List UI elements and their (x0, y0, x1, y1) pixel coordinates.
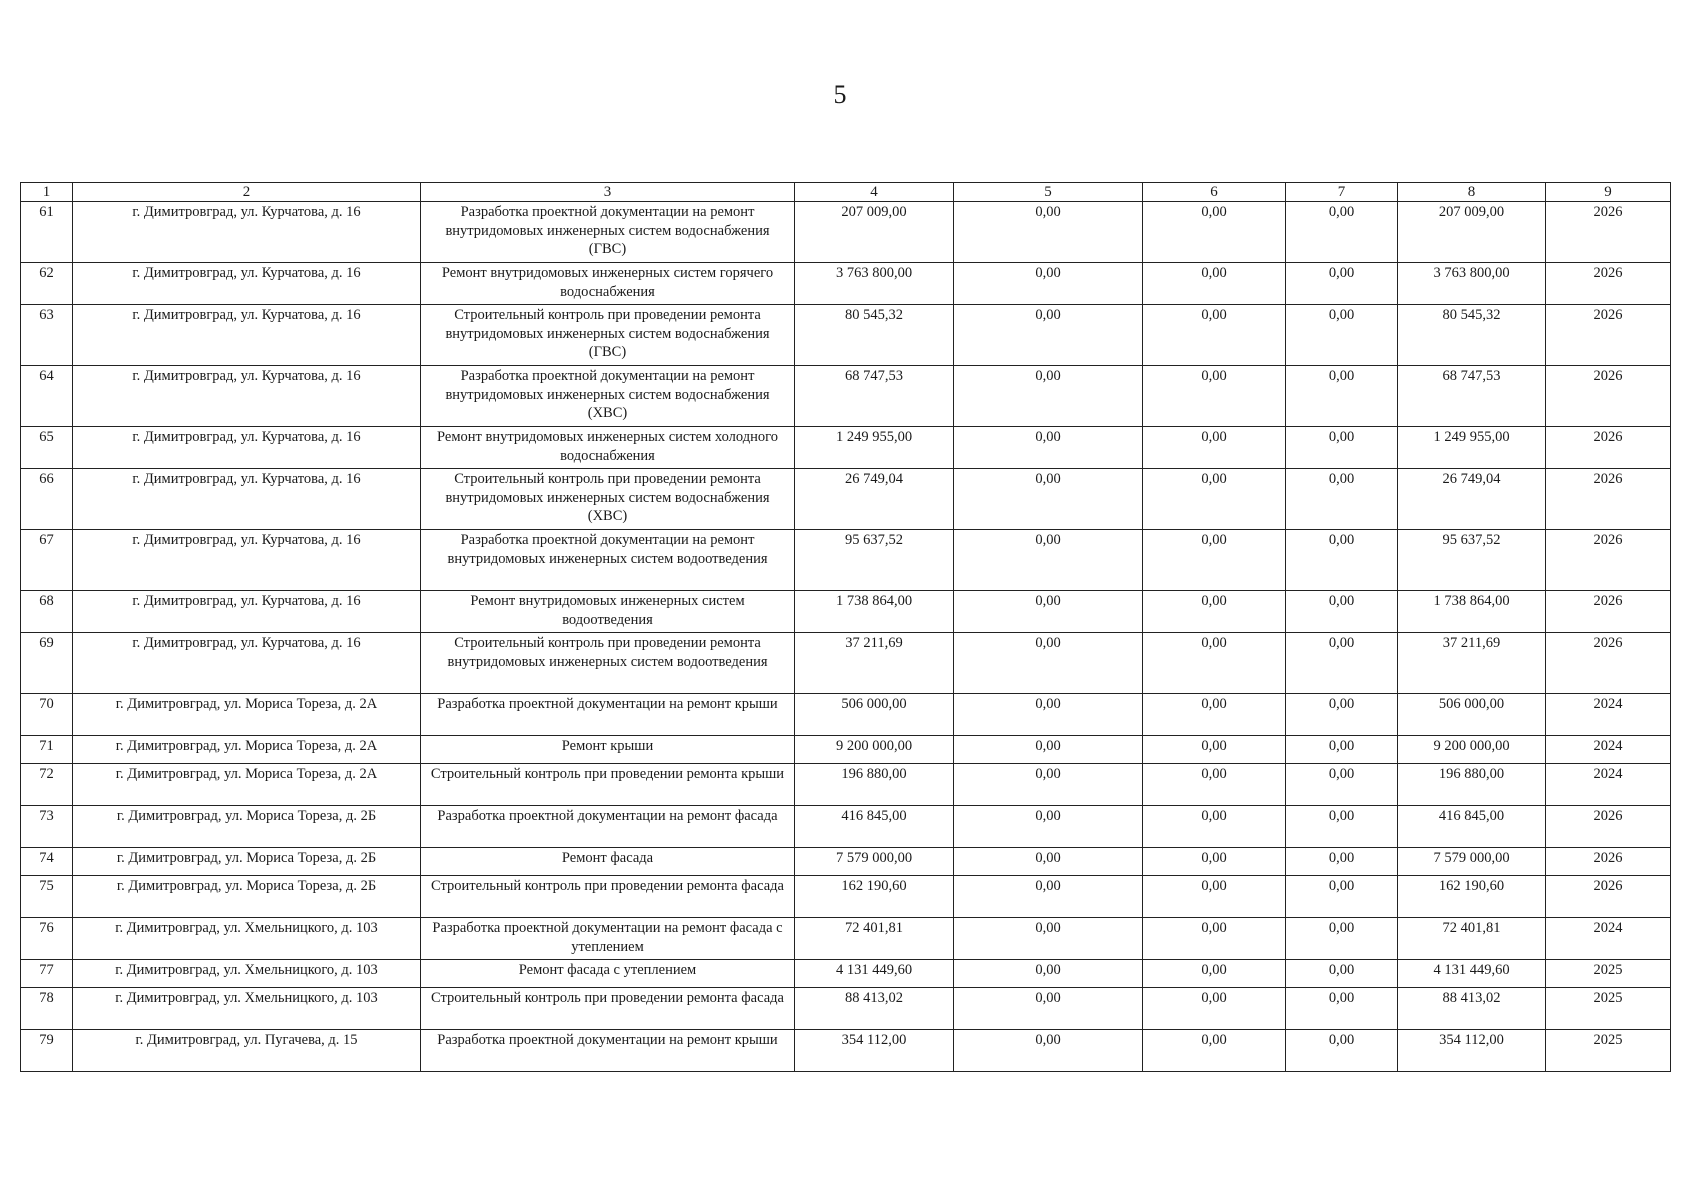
year-cell: 2026 (1546, 530, 1671, 591)
local-budget-cell: 0,00 (1286, 305, 1398, 366)
year-cell: 2026 (1546, 806, 1671, 848)
fund-cell: 0,00 (954, 591, 1143, 633)
row-number: 72 (21, 764, 73, 806)
table-row (21, 469, 1671, 530)
owners-funds-cell: 416 845,00 (1398, 806, 1546, 848)
year-cell: 2026 (1546, 366, 1671, 427)
header-cell: 2 (73, 183, 421, 202)
budget-cell: 0,00 (1143, 988, 1286, 1030)
header-cell: 7 (1286, 183, 1398, 202)
local-budget-cell: 0,00 (1286, 876, 1398, 918)
address-cell: г. Димитровград, ул. Мориса Тореза, д. 2А (73, 764, 421, 806)
local-budget-cell: 0,00 (1286, 469, 1398, 530)
owners-funds-cell: 354 112,00 (1398, 1030, 1546, 1072)
work-type-cell: Разработка проектной документации на ремонт внутридомовых инженерных систем водоснабжения (ХВС) (421, 366, 795, 427)
row-number: 75 (21, 876, 73, 918)
row-number: 67 (21, 530, 73, 591)
header-cell: 6 (1143, 183, 1286, 202)
year-cell: 2026 (1546, 263, 1671, 305)
total-cost-cell: 1 738 864,00 (795, 591, 954, 633)
total-cost-cell: 196 880,00 (795, 764, 954, 806)
header-row (21, 183, 1671, 202)
year-cell: 2026 (1546, 591, 1671, 633)
work-type-cell: Строительный контроль при проведении ремонта фасада (421, 988, 795, 1030)
address-cell: г. Димитровград, ул. Хмельницкого, д. 103 (73, 988, 421, 1030)
fund-cell: 0,00 (954, 305, 1143, 366)
header-cell: 3 (421, 183, 795, 202)
works-table (20, 182, 1671, 1072)
row-number: 77 (21, 960, 73, 988)
owners-funds-cell: 162 190,60 (1398, 876, 1546, 918)
owners-funds-cell: 4 131 449,60 (1398, 960, 1546, 988)
fund-cell: 0,00 (954, 202, 1143, 263)
fund-cell: 0,00 (954, 764, 1143, 806)
address-cell: г. Димитровград, ул. Курчатова, д. 16 (73, 202, 421, 263)
address-cell: г. Димитровград, ул. Мориса Тореза, д. 2А (73, 736, 421, 764)
table-row (21, 263, 1671, 305)
budget-cell: 0,00 (1143, 764, 1286, 806)
local-budget-cell: 0,00 (1286, 427, 1398, 469)
row-number: 70 (21, 694, 73, 736)
year-cell: 2024 (1546, 764, 1671, 806)
total-cost-cell: 354 112,00 (795, 1030, 954, 1072)
table-row (21, 806, 1671, 848)
fund-cell: 0,00 (954, 427, 1143, 469)
row-number: 76 (21, 918, 73, 960)
budget-cell: 0,00 (1143, 918, 1286, 960)
total-cost-cell: 162 190,60 (795, 876, 954, 918)
table-row (21, 591, 1671, 633)
local-budget-cell: 0,00 (1286, 806, 1398, 848)
budget-cell: 0,00 (1143, 806, 1286, 848)
table-row (21, 848, 1671, 876)
address-cell: г. Димитровград, ул. Курчатова, д. 16 (73, 530, 421, 591)
header-cell: 5 (954, 183, 1143, 202)
budget-cell: 0,00 (1143, 591, 1286, 633)
total-cost-cell: 4 131 449,60 (795, 960, 954, 988)
header-cell: 1 (21, 183, 73, 202)
row-number: 61 (21, 202, 73, 263)
year-cell: 2026 (1546, 305, 1671, 366)
total-cost-cell: 416 845,00 (795, 806, 954, 848)
table-row (21, 764, 1671, 806)
local-budget-cell: 0,00 (1286, 1030, 1398, 1072)
fund-cell: 0,00 (954, 960, 1143, 988)
owners-funds-cell: 72 401,81 (1398, 918, 1546, 960)
address-cell: г. Димитровград, ул. Хмельницкого, д. 103 (73, 918, 421, 960)
row-number: 65 (21, 427, 73, 469)
fund-cell: 0,00 (954, 736, 1143, 764)
row-number: 68 (21, 591, 73, 633)
address-cell: г. Димитровград, ул. Курчатова, д. 16 (73, 469, 421, 530)
year-cell: 2024 (1546, 694, 1671, 736)
address-cell: г. Димитровград, ул. Курчатова, д. 16 (73, 305, 421, 366)
budget-cell: 0,00 (1143, 202, 1286, 263)
row-number: 64 (21, 366, 73, 427)
year-cell: 2024 (1546, 918, 1671, 960)
header-cell: 4 (795, 183, 954, 202)
total-cost-cell: 26 749,04 (795, 469, 954, 530)
budget-cell: 0,00 (1143, 694, 1286, 736)
owners-funds-cell: 1 249 955,00 (1398, 427, 1546, 469)
page-number: 5 (833, 80, 847, 109)
budget-cell: 0,00 (1143, 305, 1286, 366)
address-cell: г. Димитровград, ул. Курчатова, д. 16 (73, 366, 421, 427)
fund-cell: 0,00 (954, 806, 1143, 848)
total-cost-cell: 80 545,32 (795, 305, 954, 366)
owners-funds-cell: 506 000,00 (1398, 694, 1546, 736)
row-number: 63 (21, 305, 73, 366)
owners-funds-cell: 196 880,00 (1398, 764, 1546, 806)
address-cell: г. Димитровград, ул. Пугачева, д. 15 (73, 1030, 421, 1072)
row-number: 66 (21, 469, 73, 530)
total-cost-cell: 3 763 800,00 (795, 263, 954, 305)
total-cost-cell: 72 401,81 (795, 918, 954, 960)
year-cell: 2025 (1546, 960, 1671, 988)
row-number: 78 (21, 988, 73, 1030)
row-number: 71 (21, 736, 73, 764)
table-row (21, 918, 1671, 960)
local-budget-cell: 0,00 (1286, 764, 1398, 806)
local-budget-cell: 0,00 (1286, 918, 1398, 960)
work-type-cell: Разработка проектной документации на ремонт крыши (421, 694, 795, 736)
work-type-cell: Разработка проектной документации на ремонт крыши (421, 1030, 795, 1072)
total-cost-cell: 88 413,02 (795, 988, 954, 1030)
year-cell: 2024 (1546, 736, 1671, 764)
work-type-cell: Строительный контроль при проведении ремонта фасада (421, 876, 795, 918)
work-type-cell: Разработка проектной документации на ремонт внутридомовых инженерных систем водоснабжения (ГВС) (421, 202, 795, 263)
budget-cell: 0,00 (1143, 469, 1286, 530)
table-row (21, 960, 1671, 988)
fund-cell: 0,00 (954, 694, 1143, 736)
address-cell: г. Димитровград, ул. Курчатова, д. 16 (73, 591, 421, 633)
table-row (21, 694, 1671, 736)
row-number: 73 (21, 806, 73, 848)
year-cell: 2025 (1546, 1030, 1671, 1072)
total-cost-cell: 95 637,52 (795, 530, 954, 591)
owners-funds-cell: 9 200 000,00 (1398, 736, 1546, 764)
address-cell: г. Димитровград, ул. Курчатова, д. 16 (73, 427, 421, 469)
owners-funds-cell: 80 545,32 (1398, 305, 1546, 366)
work-type-cell: Ремонт фасада с утеплением (421, 960, 795, 988)
owners-funds-cell: 68 747,53 (1398, 366, 1546, 427)
local-budget-cell: 0,00 (1286, 736, 1398, 764)
work-type-cell: Ремонт внутридомовых инженерных систем холодного водоснабжения (421, 427, 795, 469)
address-cell: г. Димитровград, ул. Мориса Тореза, д. 2Б (73, 806, 421, 848)
table-row (21, 305, 1671, 366)
work-type-cell: Строительный контроль при проведении ремонта внутридомовых инженерных систем водоснабжения (ГВС) (421, 305, 795, 366)
owners-funds-cell: 37 211,69 (1398, 633, 1546, 694)
local-budget-cell: 0,00 (1286, 988, 1398, 1030)
local-budget-cell: 0,00 (1286, 694, 1398, 736)
budget-cell: 0,00 (1143, 427, 1286, 469)
work-type-cell: Ремонт внутридомовых инженерных систем горячего водоснабжения (421, 263, 795, 305)
work-type-cell: Ремонт внутридомовых инженерных систем водоотведения (421, 591, 795, 633)
address-cell: г. Димитровград, ул. Мориса Тореза, д. 2Б (73, 876, 421, 918)
local-budget-cell: 0,00 (1286, 366, 1398, 427)
owners-funds-cell: 207 009,00 (1398, 202, 1546, 263)
owners-funds-cell: 7 579 000,00 (1398, 848, 1546, 876)
header-cell: 8 (1398, 183, 1546, 202)
table-row (21, 366, 1671, 427)
total-cost-cell: 37 211,69 (795, 633, 954, 694)
table-row (21, 736, 1671, 764)
budget-cell: 0,00 (1143, 960, 1286, 988)
total-cost-cell: 68 747,53 (795, 366, 954, 427)
fund-cell: 0,00 (954, 366, 1143, 427)
owners-funds-cell: 3 763 800,00 (1398, 263, 1546, 305)
work-type-cell: Разработка проектной документации на ремонт фасада (421, 806, 795, 848)
year-cell: 2026 (1546, 427, 1671, 469)
table-row (21, 427, 1671, 469)
table-row (21, 988, 1671, 1030)
address-cell: г. Димитровград, ул. Курчатова, д. 16 (73, 633, 421, 694)
budget-cell: 0,00 (1143, 736, 1286, 764)
fund-cell: 0,00 (954, 1030, 1143, 1072)
budget-cell: 0,00 (1143, 263, 1286, 305)
total-cost-cell: 506 000,00 (795, 694, 954, 736)
fund-cell: 0,00 (954, 848, 1143, 876)
total-cost-cell: 7 579 000,00 (795, 848, 954, 876)
budget-cell: 0,00 (1143, 530, 1286, 591)
local-budget-cell: 0,00 (1286, 530, 1398, 591)
year-cell: 2026 (1546, 469, 1671, 530)
row-number: 62 (21, 263, 73, 305)
year-cell: 2026 (1546, 633, 1671, 694)
budget-cell: 0,00 (1143, 1030, 1286, 1072)
row-number: 69 (21, 633, 73, 694)
work-type-cell: Ремонт крыши (421, 736, 795, 764)
fund-cell: 0,00 (954, 263, 1143, 305)
year-cell: 2026 (1546, 848, 1671, 876)
fund-cell: 0,00 (954, 633, 1143, 694)
owners-funds-cell: 88 413,02 (1398, 988, 1546, 1030)
local-budget-cell: 0,00 (1286, 633, 1398, 694)
total-cost-cell: 1 249 955,00 (795, 427, 954, 469)
year-cell: 2025 (1546, 988, 1671, 1030)
year-cell: 2026 (1546, 202, 1671, 263)
owners-funds-cell: 26 749,04 (1398, 469, 1546, 530)
row-number: 79 (21, 1030, 73, 1072)
fund-cell: 0,00 (954, 469, 1143, 530)
total-cost-cell: 207 009,00 (795, 202, 954, 263)
row-number: 74 (21, 848, 73, 876)
budget-cell: 0,00 (1143, 633, 1286, 694)
local-budget-cell: 0,00 (1286, 263, 1398, 305)
table-row (21, 1030, 1671, 1072)
work-type-cell: Ремонт фасада (421, 848, 795, 876)
owners-funds-cell: 1 738 864,00 (1398, 591, 1546, 633)
fund-cell: 0,00 (954, 876, 1143, 918)
work-type-cell: Строительный контроль при проведении ремонта внутридомовых инженерных систем водоснабжения (ХВС) (421, 469, 795, 530)
work-type-cell: Разработка проектной документации на ремонт фасада с утеплением (421, 918, 795, 960)
budget-cell: 0,00 (1143, 876, 1286, 918)
table-row (21, 530, 1671, 591)
budget-cell: 0,00 (1143, 366, 1286, 427)
table-row (21, 202, 1671, 263)
work-type-cell: Разработка проектной документации на ремонт внутридомовых инженерных систем водоотведения (421, 530, 795, 591)
table-row (21, 633, 1671, 694)
header-cell: 9 (1546, 183, 1671, 202)
fund-cell: 0,00 (954, 918, 1143, 960)
total-cost-cell: 9 200 000,00 (795, 736, 954, 764)
local-budget-cell: 0,00 (1286, 591, 1398, 633)
address-cell: г. Димитровград, ул. Курчатова, д. 16 (73, 263, 421, 305)
fund-cell: 0,00 (954, 530, 1143, 591)
address-cell: г. Димитровград, ул. Мориса Тореза, д. 2А (73, 694, 421, 736)
work-type-cell: Строительный контроль при проведении ремонта внутридомовых инженерных систем водоотведения (421, 633, 795, 694)
budget-cell: 0,00 (1143, 848, 1286, 876)
local-budget-cell: 0,00 (1286, 960, 1398, 988)
address-cell: г. Димитровград, ул. Мориса Тореза, д. 2Б (73, 848, 421, 876)
owners-funds-cell: 95 637,52 (1398, 530, 1546, 591)
fund-cell: 0,00 (954, 988, 1143, 1030)
table-row (21, 876, 1671, 918)
local-budget-cell: 0,00 (1286, 848, 1398, 876)
address-cell: г. Димитровград, ул. Хмельницкого, д. 103 (73, 960, 421, 988)
local-budget-cell: 0,00 (1286, 202, 1398, 263)
year-cell: 2026 (1546, 876, 1671, 918)
work-type-cell: Строительный контроль при проведении ремонта крыши (421, 764, 795, 806)
